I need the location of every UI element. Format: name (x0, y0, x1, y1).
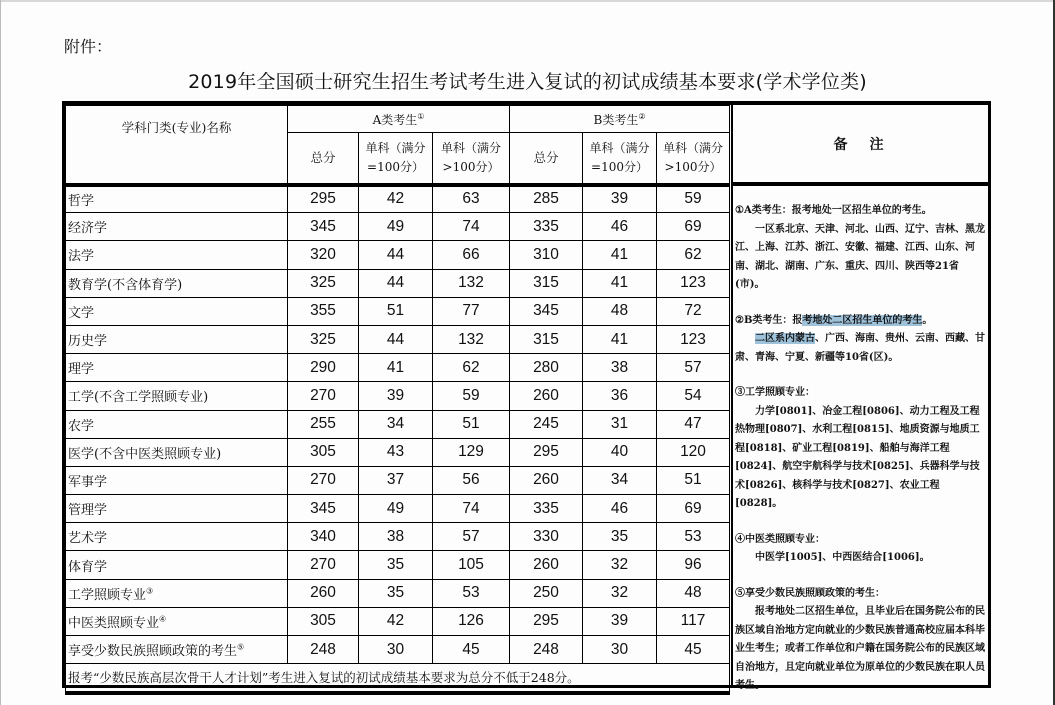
score-cell-b-eq100: 34 (583, 466, 657, 494)
score-cell-b-eq100: 31 (583, 410, 657, 438)
note-a-title: ①A类考生：报考地处一区招生单位的考生。 (735, 205, 932, 216)
score-cell-a-eq100: 44 (359, 241, 433, 269)
score-cell-b-gt100: 57 (657, 354, 730, 382)
score-cell-b-total: 345 (510, 297, 583, 325)
score-cell-b-eq100: 46 (583, 213, 657, 241)
score-cell-b-eq100: 32 (583, 579, 657, 607)
subject-name-cell: 工学照顾专业③ (66, 579, 288, 607)
note-a-body: 一区系北京、天津、河北、山西、辽宁、吉林、黑龙江、上海、江苏、浙江、安徽、福建、江西、山东、河南、湖北、湖南、广东、重庆、四川、陕西等21省(市)。 (735, 223, 985, 290)
score-cell-a-gt100: 57 (433, 523, 510, 551)
score-cell-b-total: 250 (510, 579, 583, 607)
header-subject-name: 学科门类(专业)名称 (66, 106, 288, 185)
score-cell-a-total: 270 (288, 466, 359, 494)
score-cell-a-total: 355 (288, 297, 359, 325)
score-cell-b-total: 315 (510, 269, 583, 297)
score-cell-a-eq100: 39 (359, 382, 433, 410)
score-cell-a-total: 255 (288, 410, 359, 438)
score-cell-a-eq100: 42 (359, 607, 433, 635)
score-cell-b-total: 260 (510, 466, 583, 494)
table-row (66, 495, 730, 523)
header-b-single-gt100: 单科（满分 >100分） (657, 133, 730, 185)
score-cell-b-eq100: 41 (583, 241, 657, 269)
score-cell-a-gt100: 126 (433, 607, 510, 635)
score-cell-b-gt100: 51 (657, 466, 730, 494)
score-cell-b-eq100: 41 (583, 325, 657, 353)
score-cell-a-gt100: 66 (433, 241, 510, 269)
table-row (66, 607, 730, 635)
subject-name-cell: 法学 (66, 241, 288, 269)
score-cell-a-gt100: 132 (433, 325, 510, 353)
subject-name-cell: 军事学 (66, 466, 288, 494)
score-cell-a-total: 345 (288, 213, 359, 241)
score-cell-a-eq100: 43 (359, 438, 433, 466)
score-cell-a-gt100: 74 (433, 495, 510, 523)
score-cell-a-eq100: 51 (359, 297, 433, 325)
score-cell-b-total: 295 (510, 607, 583, 635)
note-tcm-title: ④中医类照顾专业： (735, 533, 825, 545)
score-cell-a-gt100: 132 (433, 269, 510, 297)
score-cell-a-total: 345 (288, 495, 359, 523)
score-cell-a-gt100: 45 (433, 636, 510, 664)
score-cell-a-total: 270 (288, 551, 359, 579)
score-cell-a-total: 305 (288, 607, 359, 635)
score-cell-a-eq100: 34 (359, 410, 433, 438)
score-cell-a-gt100: 62 (433, 354, 510, 382)
notes-header: 备注 (733, 105, 988, 186)
document-title: 2019年全国硕士研究生招生考试考生进入复试的初试成绩基本要求(学术学位类) (188, 71, 867, 93)
text-selection-highlight[interactable]: 二区系内蒙古 (755, 333, 815, 344)
score-cell-a-total: 290 (288, 354, 359, 382)
note-minority-title: ⑤享受少数民族照顾政策的考生： (735, 587, 885, 599)
score-cell-a-gt100: 51 (433, 410, 510, 438)
score-cell-a-gt100: 53 (433, 579, 510, 607)
score-cell-b-total: 285 (510, 185, 583, 213)
score-cell-a-eq100: 30 (359, 636, 433, 664)
score-cell-a-total: 270 (288, 382, 359, 410)
score-cell-b-eq100: 39 (583, 185, 657, 213)
subject-name-cell: 中医类照顾专业④ (66, 607, 288, 635)
score-cell-b-eq100: 35 (583, 523, 657, 551)
header-a-total: 总分 (288, 133, 359, 185)
header-b-total: 总分 (510, 133, 583, 185)
note-engineering (735, 384, 986, 514)
score-cell-b-total: 260 (510, 382, 583, 410)
score-cell-b-gt100: 47 (657, 410, 730, 438)
score-cell-a-total: 305 (288, 438, 359, 466)
text-selection-highlight[interactable]: 考地处二区招生单位的考生 (802, 314, 923, 326)
score-cell-b-gt100: 123 (657, 325, 730, 353)
score-cell-a-total: 320 (288, 241, 359, 269)
score-cell-b-total: 330 (510, 523, 583, 551)
subject-name-cell: 教育学(不含体育学) (66, 269, 288, 297)
table-row (66, 241, 730, 269)
score-cell-b-gt100: 123 (657, 269, 730, 297)
subject-name-cell: 理学 (66, 354, 288, 382)
table-row (66, 466, 730, 494)
table-row (66, 297, 730, 325)
score-cell-a-eq100: 44 (359, 325, 433, 353)
score-cell-b-gt100: 45 (657, 636, 730, 664)
subject-name-cell: 历史学 (66, 325, 288, 353)
subject-name-cell: 经济学 (66, 213, 288, 241)
table-row (66, 636, 730, 664)
note-minority-body: 报考地处二区招生单位，且毕业后在国务院公布的民族区域自治地方定向就业的少数民族普通高校应届本科毕业生考生；或者工作单位和户籍在国务院公布的民族区域自治地方，且定向就业单位为原单位的少数民族在职人员考生。 (735, 606, 985, 691)
score-cell-b-gt100: 69 (657, 495, 730, 523)
table-row (66, 325, 730, 353)
header-group-b: B类考生② (510, 106, 730, 133)
score-cell-b-total: 315 (510, 325, 583, 353)
page-left-edge (0, 0, 1, 705)
score-cell-b-eq100: 30 (583, 636, 657, 664)
subject-name-cell: 享受少数民族照顾政策的考生⑤ (66, 636, 288, 664)
score-cell-a-total: 260 (288, 579, 359, 607)
subject-name-cell: 农学 (66, 410, 288, 438)
note-b-body: 二区系内蒙古、广西、海南、贵州、云南、西藏、甘肃、青海、宁夏、新疆等10省(区)。 (735, 333, 985, 363)
score-cell-b-eq100: 48 (583, 297, 657, 325)
score-cell-b-eq100: 38 (583, 354, 657, 382)
note-a-category (735, 202, 986, 295)
score-cell-a-eq100: 49 (359, 495, 433, 523)
header-b-single-eq100: 单科（满分 =100分） (583, 133, 657, 185)
score-cell-b-gt100: 48 (657, 579, 730, 607)
score-cell-b-eq100: 40 (583, 438, 657, 466)
score-cell-a-eq100: 49 (359, 213, 433, 241)
score-requirements-table (62, 101, 991, 691)
score-cell-b-gt100: 120 (657, 438, 730, 466)
note-engineering-body: 力学[0801]、冶金工程[0806]、动力工程及工程热物理[0807]、水利工程[0815]、地质资源与地质工程[0818]、矿业工程[0819]、船舶与海洋工程[0824]、航空宇航科学与技术[0825]、兵器科学与技术[0826]、核科学与技术[0827]、农业工程[0828]。 (735, 405, 980, 509)
footer-note: 报考“少数民族高层次骨干人才计划”考生进入复试的初试成绩基本要求为总分不低于248分。 (66, 664, 730, 693)
score-cell-b-gt100: 59 (657, 185, 730, 213)
score-cell-b-total: 310 (510, 241, 583, 269)
score-cell-a-gt100: 74 (433, 213, 510, 241)
score-cell-b-gt100: 62 (657, 241, 730, 269)
table-row (66, 410, 730, 438)
score-cell-a-total: 340 (288, 523, 359, 551)
score-cell-a-eq100: 42 (359, 185, 433, 213)
score-cell-a-eq100: 44 (359, 269, 433, 297)
score-cell-b-gt100: 54 (657, 382, 730, 410)
score-cell-b-gt100: 53 (657, 523, 730, 551)
table-row (66, 213, 730, 241)
score-cell-a-eq100: 38 (359, 523, 433, 551)
score-cell-a-total: 248 (288, 636, 359, 664)
attachment-label: 附件： (64, 37, 113, 56)
table-row (66, 579, 730, 607)
score-cell-b-total: 295 (510, 438, 583, 466)
score-cell-b-gt100: 72 (657, 297, 730, 325)
header-a-single-gt100: 单科（满分 >100分） (433, 133, 510, 185)
subject-name-cell: 体育学 (66, 551, 288, 579)
score-cell-b-eq100: 41 (583, 269, 657, 297)
score-cell-a-total: 325 (288, 325, 359, 353)
score-cell-a-gt100: 56 (433, 466, 510, 494)
score-cell-a-gt100: 129 (433, 438, 510, 466)
score-cell-a-gt100: 63 (433, 185, 510, 213)
score-cell-a-eq100: 35 (359, 551, 433, 579)
score-cell-b-eq100: 32 (583, 551, 657, 579)
score-cell-b-total: 245 (510, 410, 583, 438)
table-row (66, 523, 730, 551)
score-cell-a-total: 325 (288, 269, 359, 297)
score-cell-a-eq100: 35 (359, 579, 433, 607)
score-cell-a-gt100: 77 (433, 297, 510, 325)
note-b-title: ②B类考生：报考地处二区招生单位的考生。 (735, 314, 933, 326)
score-cell-b-total: 335 (510, 213, 583, 241)
notes-body (733, 186, 988, 696)
score-cell-b-gt100: 96 (657, 551, 730, 579)
score-cell-b-total: 260 (510, 551, 583, 579)
score-cell-b-total: 335 (510, 495, 583, 523)
page-top-edge (0, 0, 1055, 2)
score-cell-a-total: 295 (288, 185, 359, 213)
header-group-a: A类考生① (288, 106, 510, 133)
note-tcm (735, 531, 986, 568)
note-engineering-title: ③工学照顾专业： (735, 387, 815, 398)
table-row (66, 438, 730, 466)
notes-column (731, 105, 988, 691)
subject-name-cell: 文学 (66, 297, 288, 325)
subject-name-cell: 哲学 (66, 185, 288, 213)
note-tcm-body: 中医学[1005]、中西医结合[1006]。 (755, 552, 930, 563)
table-row (66, 382, 730, 410)
score-cell-b-gt100: 117 (657, 607, 730, 635)
score-cell-a-eq100: 37 (359, 466, 433, 494)
table-row (66, 269, 730, 297)
note-b-category (735, 312, 986, 368)
score-cell-b-total: 280 (510, 354, 583, 382)
score-cell-a-gt100: 59 (433, 382, 510, 410)
score-cell-b-total: 248 (510, 636, 583, 664)
header-a-single-eq100: 单科（满分 =100分） (359, 133, 433, 185)
table-row (66, 551, 730, 579)
score-cell-b-eq100: 36 (583, 382, 657, 410)
score-cell-b-eq100: 39 (583, 607, 657, 635)
table-row (66, 185, 730, 213)
subject-name-cell: 艺术学 (66, 523, 288, 551)
note-minority (735, 585, 986, 696)
subject-name-cell: 医学(不含中医类照顾专业) (66, 438, 288, 466)
subject-name-cell: 工学(不含工学照顾专业) (66, 382, 288, 410)
score-cell-a-gt100: 105 (433, 551, 510, 579)
score-cell-a-eq100: 41 (359, 354, 433, 382)
score-cell-b-eq100: 46 (583, 495, 657, 523)
score-grid (65, 105, 730, 695)
score-cell-b-gt100: 69 (657, 213, 730, 241)
subject-name-cell: 管理学 (66, 495, 288, 523)
table-row (66, 354, 730, 382)
